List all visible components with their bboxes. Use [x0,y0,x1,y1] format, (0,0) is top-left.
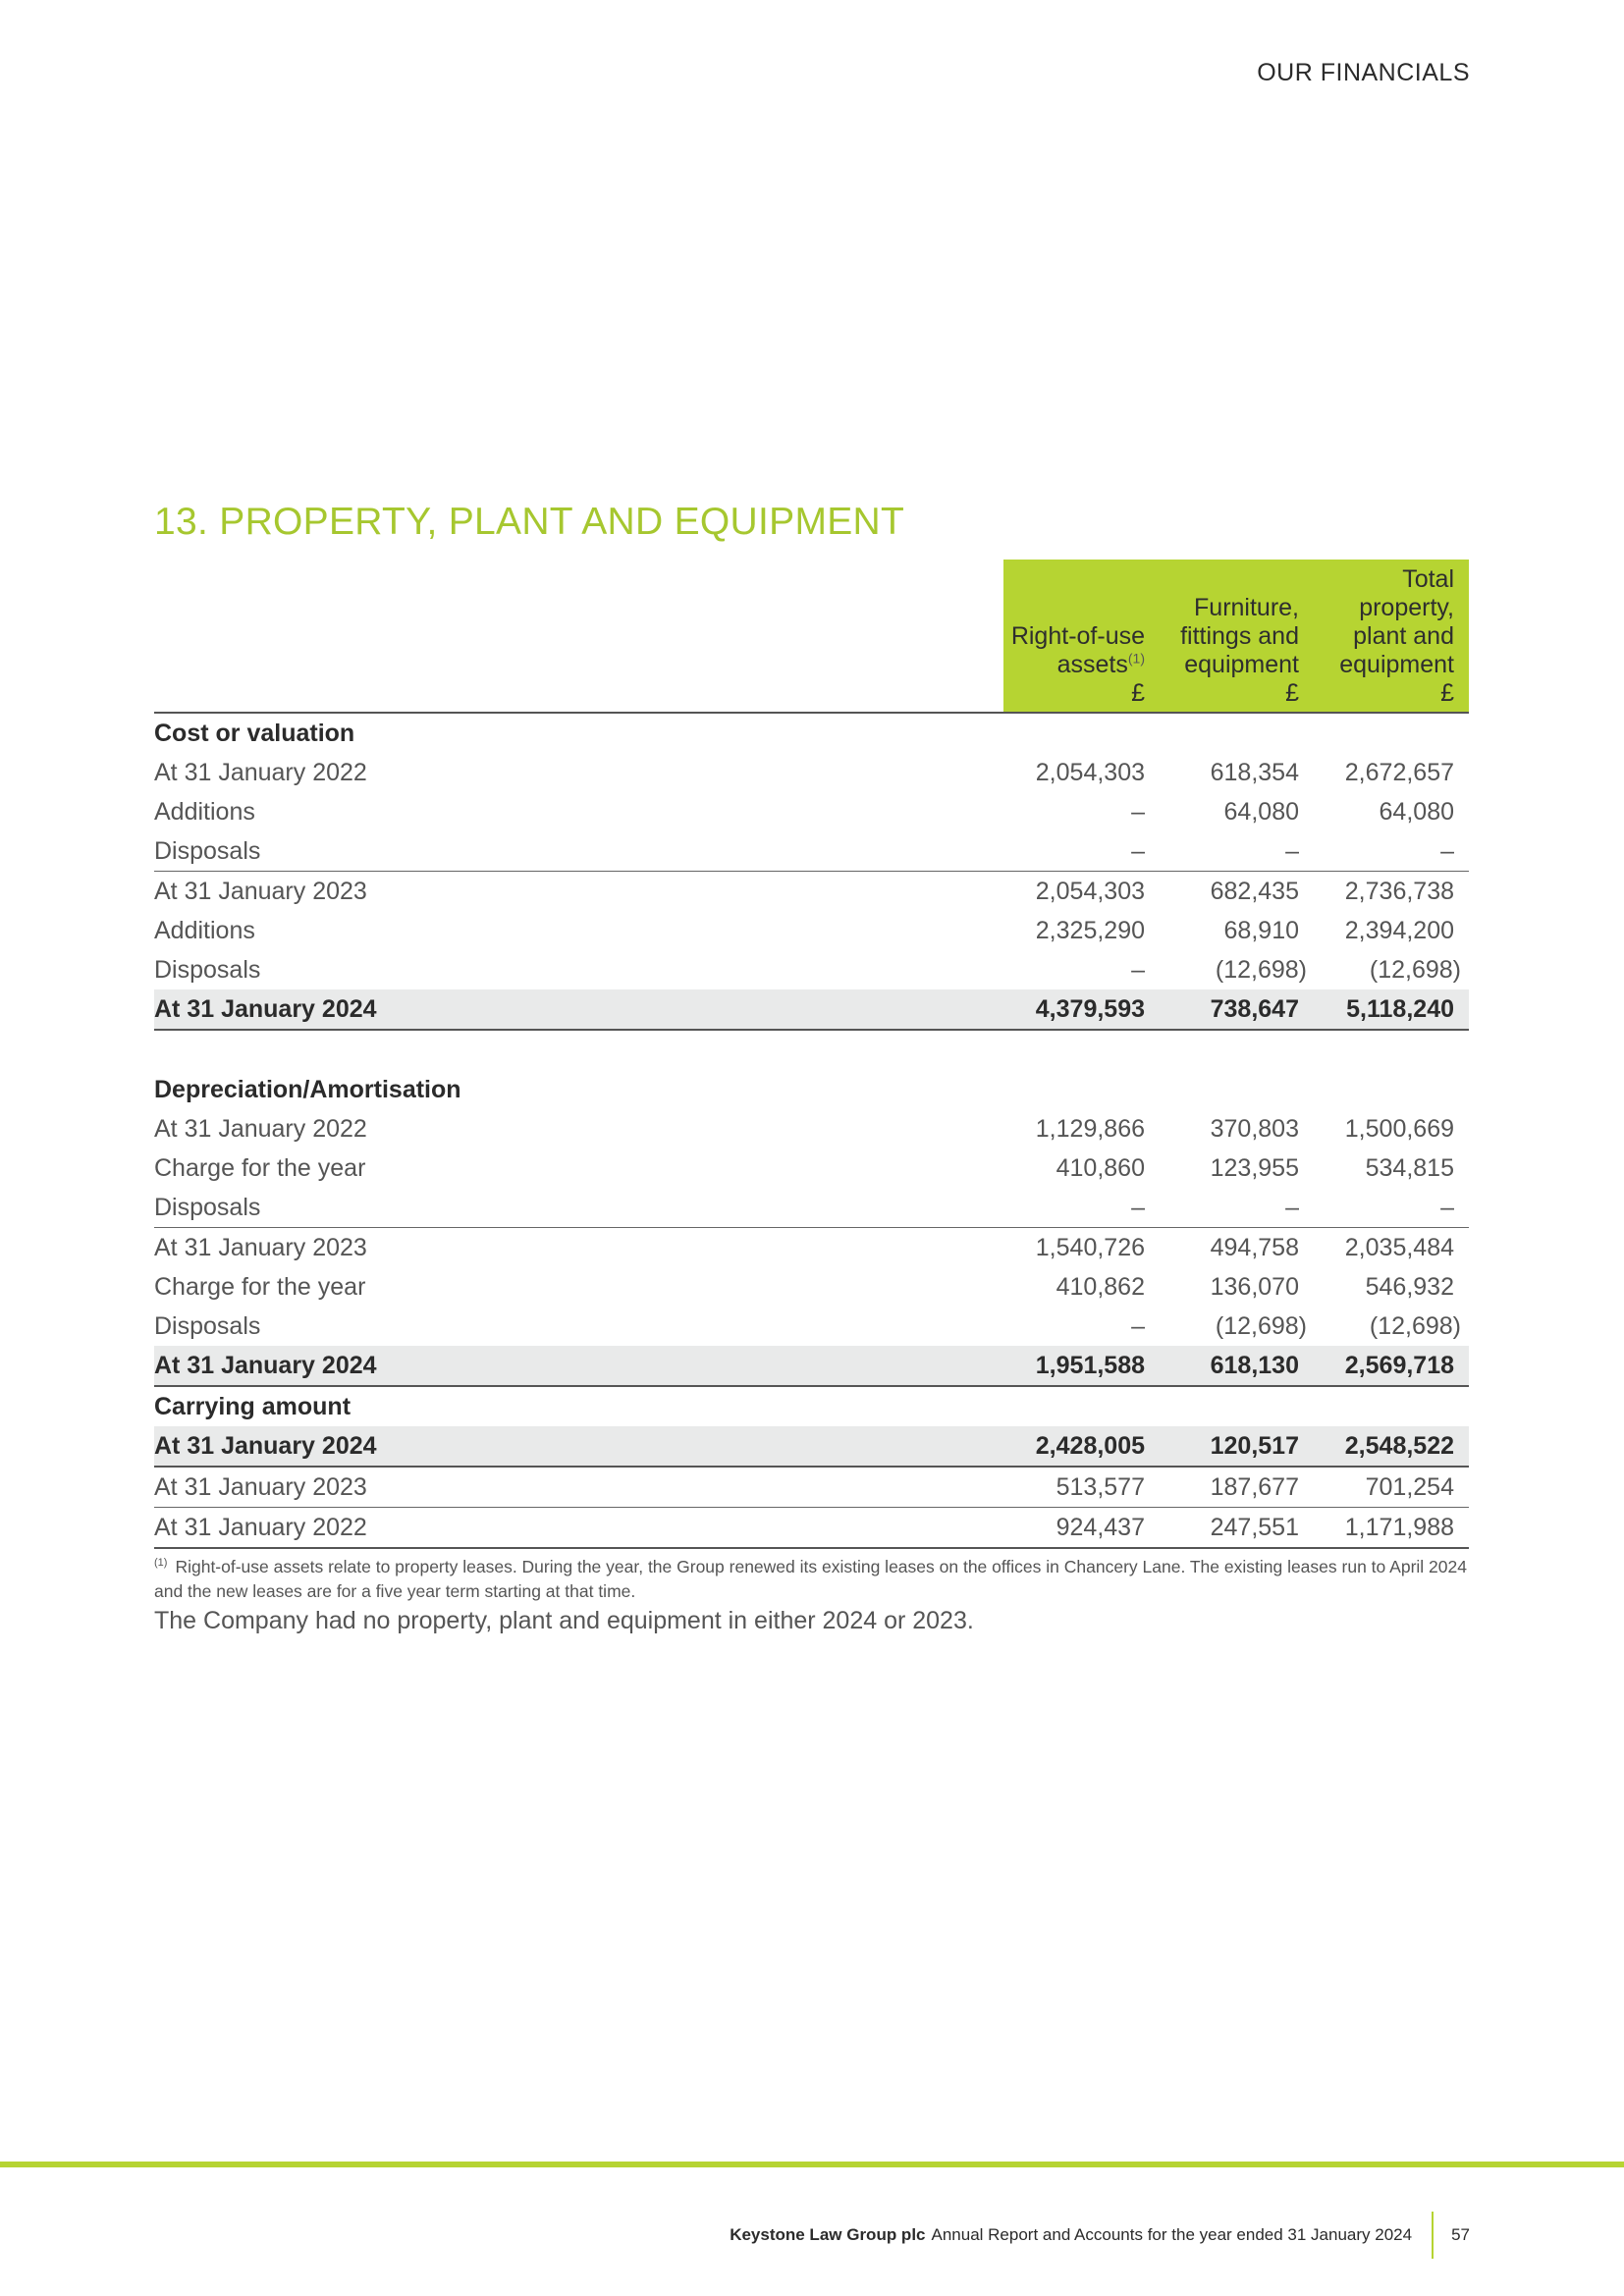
value-cell: 247,551 [1161,1508,1315,1549]
section-heading-row [154,1386,1469,1426]
footer-company: Keystone Law Group plc [730,2225,926,2244]
value-cell: 2,054,303 [1035,877,1145,905]
row-label: Depreciation/Amortisation [154,1075,461,1103]
value-cell: – [1003,831,1161,872]
value-cell: 618,130 [1161,1346,1315,1386]
value-cell: 546,932 [1365,1272,1454,1301]
value-cell [1003,1386,1161,1426]
value-cell: (12,698) [1215,955,1307,984]
value-cell: – [1131,1311,1145,1340]
table-row [154,872,1469,912]
closing-statement: The Company had no property, plant and equipment in either 2024 or 2023. [154,1607,974,1634]
table-row [154,1508,1469,1549]
table-row [154,1467,1469,1508]
value-cell: 618,354 [1210,758,1299,786]
table-row [154,1228,1469,1268]
value-cell: 410,862 [1056,1272,1145,1301]
value-cell: 738,647 [1161,989,1315,1030]
value-cell: 1,500,669 [1344,1114,1454,1143]
value-cell: 682,435 [1210,877,1299,905]
value-cell: 5,118,240 [1315,989,1469,1030]
value-cell: 64,080 [1223,797,1299,826]
value-cell: 2,672,657 [1344,758,1454,786]
table-row [154,1267,1469,1307]
footer-report-title: Annual Report and Accounts for the year ended 31 January 2024 [931,2225,1413,2244]
value-cell: – [1003,1188,1161,1228]
value-cell: 924,437 [1003,1508,1161,1549]
value-cell: 4,379,593 [1003,989,1161,1030]
row-label: Disposals [154,1188,1003,1228]
header-total [1315,560,1469,713]
value-cell: 2,054,303 [1035,758,1145,786]
value-cell [1161,713,1315,753]
page-number: 57 [1451,2225,1470,2244]
value-cell: 2,325,290 [1035,916,1145,944]
row-label: Disposals [154,955,261,984]
header-line: Furniture, [1194,594,1299,621]
value-cell: 187,677 [1161,1467,1315,1508]
table-row [154,1307,1469,1346]
value-cell [1315,1070,1469,1109]
table-row [154,831,1469,872]
header-unit: £ [1131,679,1145,707]
value-cell [1315,1386,1469,1426]
value-cell: 513,577 [1003,1467,1161,1508]
row-label: At 31 January 2022 [154,1508,1003,1549]
section-heading-row [154,1070,1469,1109]
table-header [154,560,1469,713]
value-cell [1003,713,1161,753]
value-cell: 2,569,718 [1315,1346,1469,1386]
value-cell: 136,070 [1210,1272,1299,1301]
header-line: equipment [1184,651,1299,678]
spacer-cell [154,1030,1469,1070]
value-cell: 2,035,484 [1344,1233,1454,1261]
table-row [154,1188,1469,1228]
value-cell: – [1315,1188,1469,1228]
row-label: At 31 January 2024 [154,1426,1003,1467]
row-label: Disposals [154,1311,261,1340]
section-heading-row [154,713,1469,753]
value-cell: 1,171,988 [1315,1508,1469,1549]
value-cell: 701,254 [1315,1467,1469,1508]
table-row [154,1426,1469,1467]
value-cell: (12,698) [1215,1311,1307,1340]
value-cell: (12,698) [1369,1311,1461,1340]
ppe-table [154,560,1469,1549]
page-footer [730,2212,1470,2259]
section-title: 13. PROPERTY, PLANT AND EQUIPMENT [154,501,905,543]
value-cell [1003,1070,1161,1109]
row-label: Additions [154,797,255,826]
footer-divider [1432,2212,1434,2259]
row-label: Charge for the year [154,1153,366,1182]
row-label: At 31 January 2022 [154,758,367,786]
row-label: Cost or valuation [154,719,355,747]
value-cell: 494,758 [1210,1233,1299,1261]
value-cell: 120,517 [1161,1426,1315,1467]
row-label: At 31 January 2023 [154,1467,1003,1508]
header-line: property, [1359,594,1454,621]
row-label: Additions [154,916,255,944]
table-row [154,1346,1469,1386]
value-cell: 64,080 [1379,797,1454,826]
value-cell: 123,955 [1210,1153,1299,1182]
value-cell: 1,540,726 [1035,1233,1145,1261]
header-line: Right-of-use [1010,622,1145,650]
table-row [154,911,1469,950]
header-blank-cell [154,560,1003,713]
table-row [154,792,1469,831]
row-label: At 31 January 2022 [154,1114,367,1143]
value-cell [1315,713,1469,753]
header-unit: £ [1285,679,1299,707]
value-cell: 1,951,588 [1003,1346,1161,1386]
row-label: Charge for the year [154,1272,366,1301]
value-cell: 2,548,522 [1315,1426,1469,1467]
header-line: Total [1402,565,1454,593]
value-cell: 2,428,005 [1003,1426,1161,1467]
value-cell [1161,1070,1315,1109]
running-head: OUR FINANCIALS [1257,59,1470,86]
footnote [154,1551,1470,1604]
table-row [154,1109,1469,1148]
value-cell: 68,910 [1223,916,1299,944]
value-cell: – [1131,955,1145,984]
row-label: Disposals [154,831,1003,872]
spacer-row [154,1030,1469,1070]
value-cell: 2,394,200 [1344,916,1454,944]
value-cell: – [1161,831,1315,872]
row-label: At 31 January 2024 [154,989,1003,1030]
footnote-ref: (1) [1127,650,1145,667]
header-unit: £ [1440,679,1454,707]
row-label: At 31 January 2024 [154,1346,1003,1386]
table-row [154,950,1469,989]
table-row [154,1148,1469,1188]
value-cell: 1,129,866 [1035,1114,1145,1143]
row-label: At 31 January 2023 [154,1233,367,1261]
row-label: Carrying amount [154,1392,352,1420]
header-furniture [1161,560,1315,713]
table-body [154,713,1469,1548]
header-line: plant and [1353,622,1454,650]
header-line: equipment [1339,651,1454,678]
footnote-mark: (1) [154,1557,168,1569]
header-line: fittings and [1180,622,1299,650]
value-cell: 534,815 [1365,1153,1454,1182]
table-row [154,989,1469,1030]
value-cell [1161,1386,1315,1426]
footer-rule [0,2162,1624,2167]
value-cell: – [1131,797,1145,826]
value-cell: – [1315,831,1469,872]
footnote-text: Right-of-use assets relate to property leases. During the year, the Group renewed its existing leases on the offices in Chancery Lane. The existing leases run to April 2024 and the new leases are for a five year term starting at that time. [154,1556,1467,1601]
ppe-table-container [154,560,1469,1549]
value-cell: – [1161,1188,1315,1228]
value-cell: 370,803 [1210,1114,1299,1143]
value-cell: (12,698) [1369,955,1461,984]
table-row [154,753,1469,792]
header-line: assets$^{(1)}$ [1056,650,1145,678]
header-right-of-use [1003,560,1161,713]
row-label: At 31 January 2023 [154,877,367,905]
value-cell: 410,860 [1056,1153,1145,1182]
value-cell: 2,736,738 [1344,877,1454,905]
